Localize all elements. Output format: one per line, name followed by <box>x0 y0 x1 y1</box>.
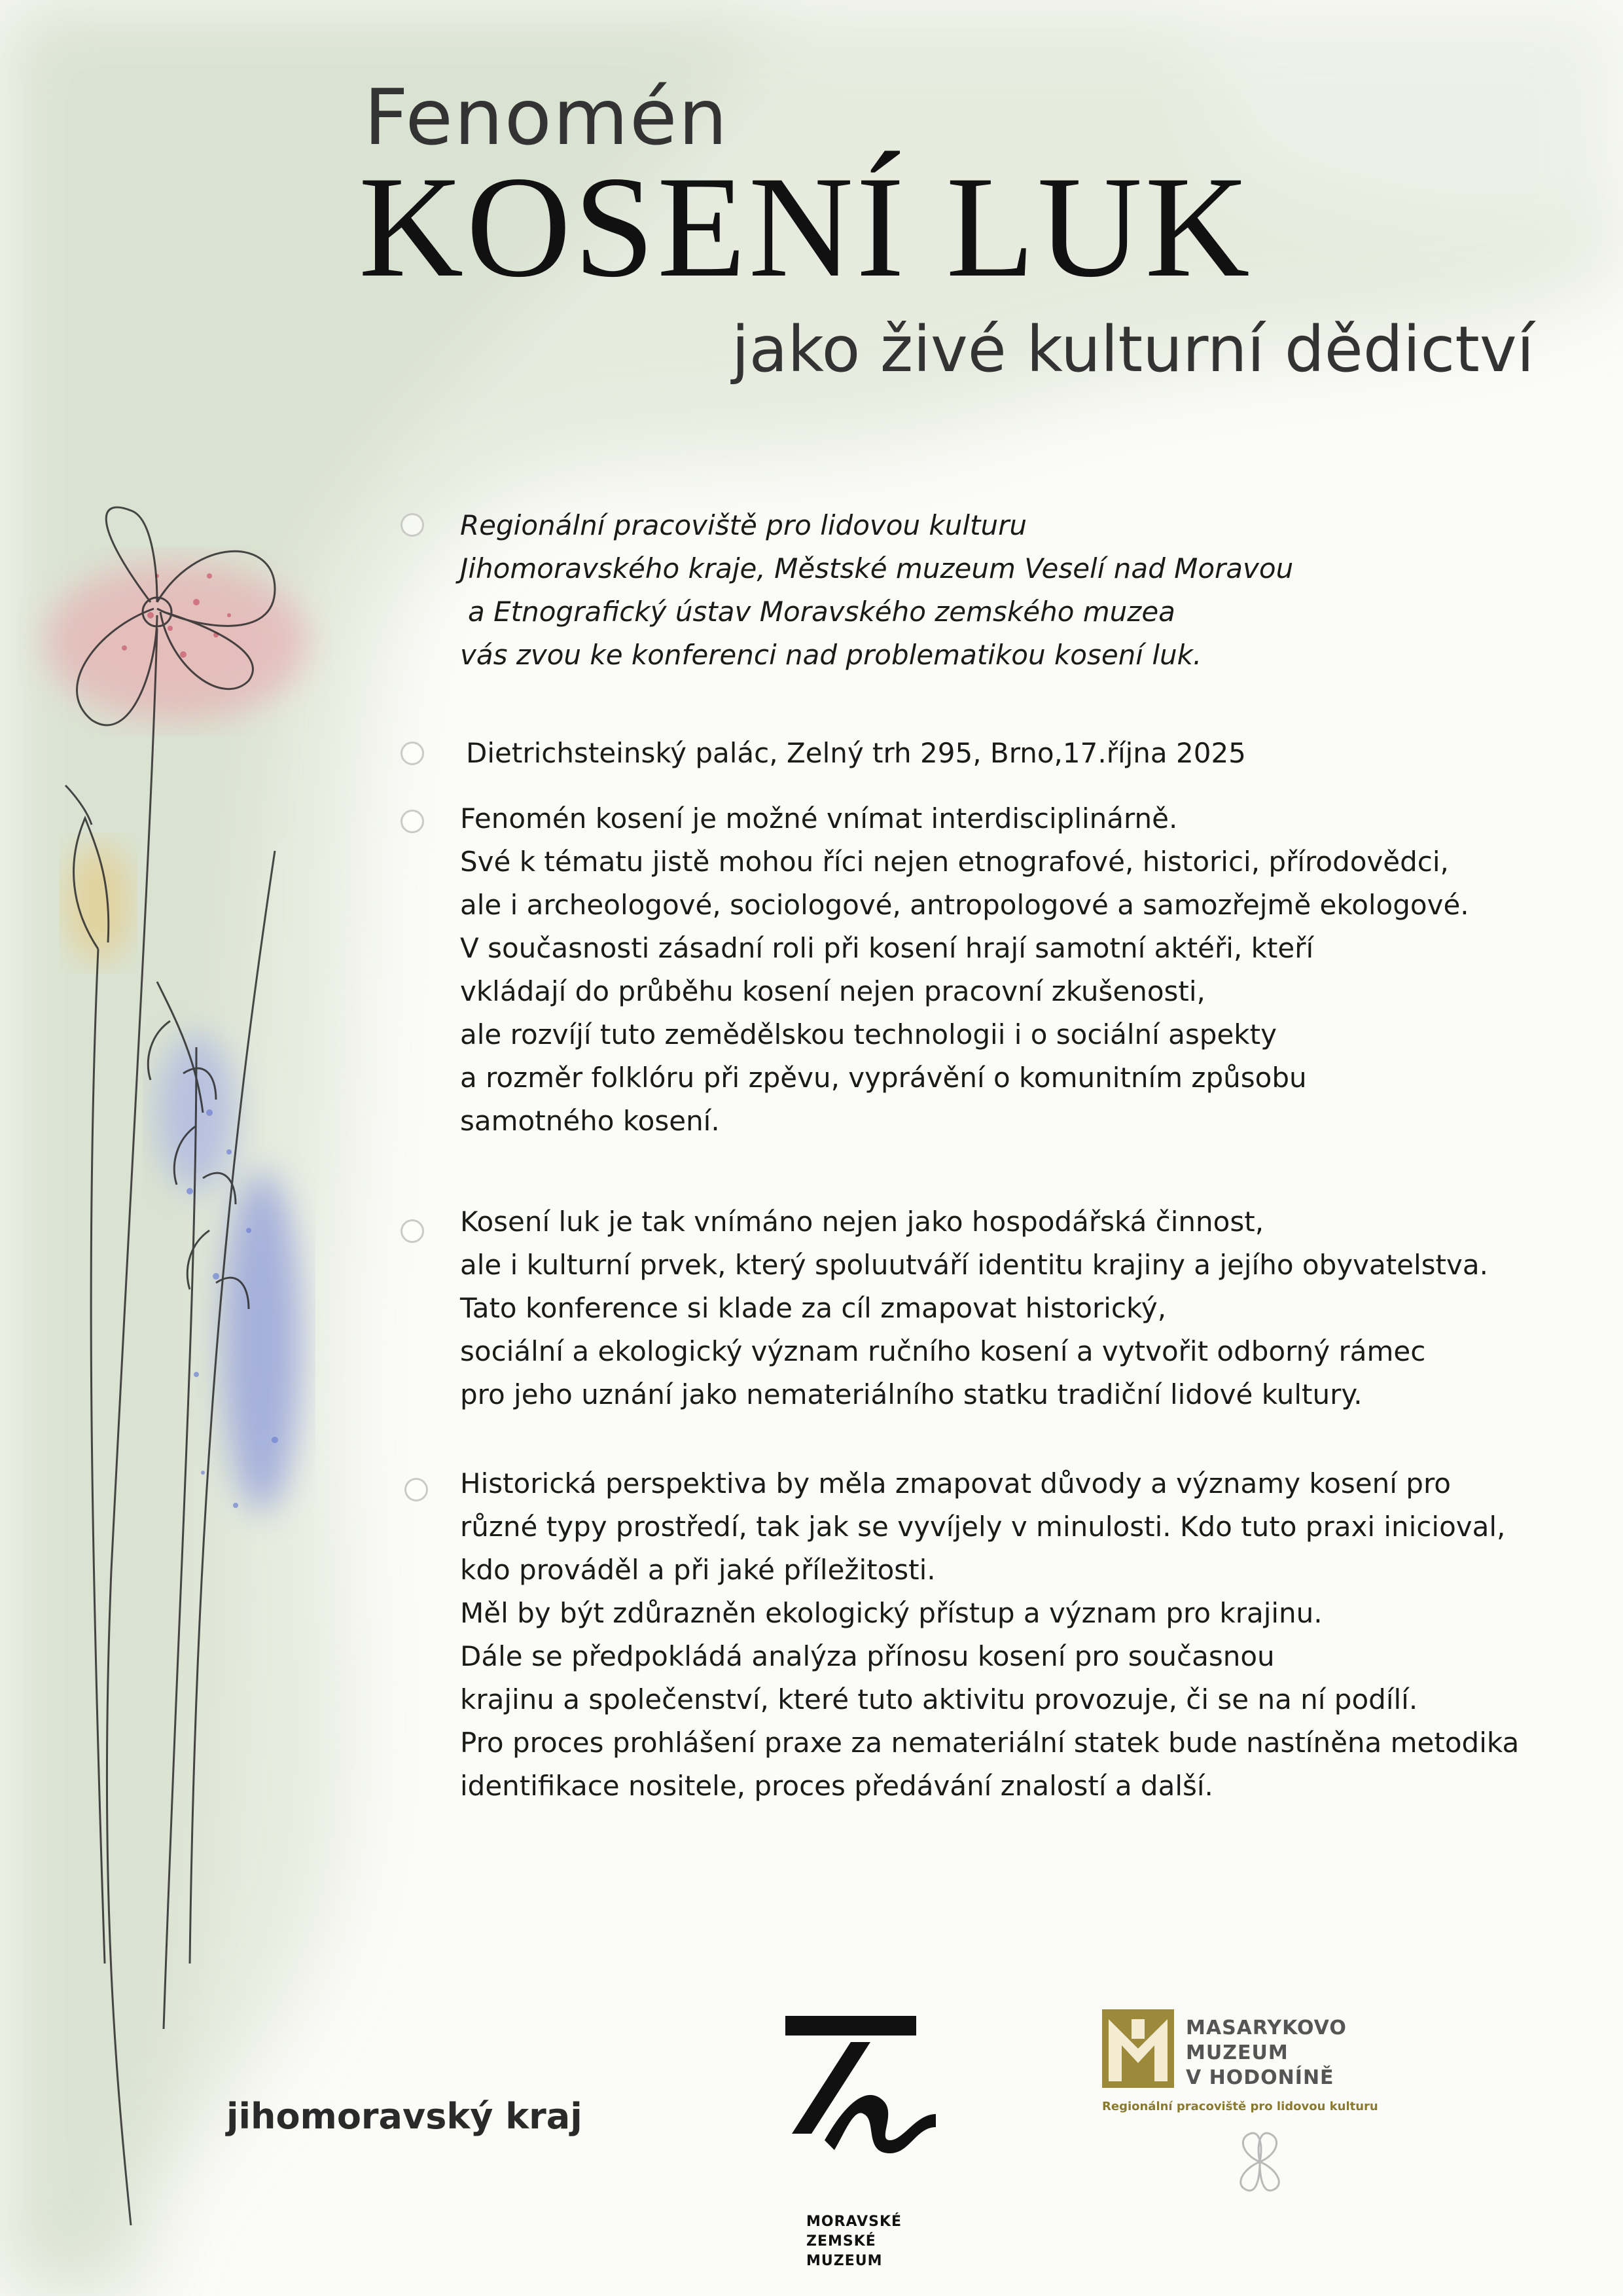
paragraph-line: Měl by být zdůrazněn ekologický přístup a význam pro krajinu. <box>460 1597 1323 1629</box>
invitation-line: a Etnografický ústav Moravského zemského muzea <box>468 596 1175 628</box>
paragraph-line: kdo prováděl a při jaké příležitosti. <box>460 1554 936 1586</box>
invitation-line: Regionální pracoviště pro lidovou kulturu <box>460 509 1027 541</box>
paragraph-line: vkládají do průběhu kosení nejen pracovní zkušenosti, <box>460 975 1205 1007</box>
invitation-line: Jihomoravského kraje, Městské muzeum Veselí nad Moravou <box>460 552 1294 584</box>
jihomoravsky-kraj-logo: jihomoravský kraj <box>226 2096 582 2137</box>
mzm-line: MUZEUM <box>806 2253 883 2269</box>
paragraph-line: V současnosti zásadní roli při kosení hrají samotní aktéři, kteří <box>460 932 1314 964</box>
invitation-line: vás zvou ke konferenci nad problematikou kosení luk. <box>460 639 1202 671</box>
bullet-circle <box>401 810 424 833</box>
paragraph-line: Kosení luk je tak vnímáno nejen jako hospodářská činnost, <box>460 1206 1264 1238</box>
paragraph-line: různé typy prostředí, tak jak se vyvíjely v minulosti. Kdo tuto praxi inicioval, <box>460 1511 1506 1543</box>
venue-text <box>466 732 1246 775</box>
paragraph-line: Fenomén kosení je možné vnímat interdisciplinárně. <box>460 802 1178 834</box>
paragraph-cultural-element <box>460 1200 1488 1416</box>
page-title: KOSENÍ LUK <box>359 147 1253 308</box>
bullet-circle <box>401 1219 424 1243</box>
paragraph-line: a rozměr folklóru při zpěvu, vyprávění o komunitním způsobu <box>460 1062 1307 1094</box>
paragraph-line: ale i kulturní prvek, který spoluutváří identitu krajiny a jejího obyvatelstva. <box>460 1249 1488 1281</box>
mmh-line: MUZEUM <box>1186 2041 1289 2064</box>
paragraph-line: ale rozvíjí tuto zemědělskou technologii i o sociální aspekty <box>460 1018 1277 1050</box>
mzm-line: ZEMSKÉ <box>806 2233 876 2250</box>
mmh-line: V HODONÍNĚ <box>1186 2066 1334 2089</box>
paragraph-line: krajinu a společenství, které tuto aktivitu provozuje, či se na ní podílí. <box>460 1683 1418 1715</box>
paragraph-interdisciplinary <box>460 797 1469 1143</box>
moravske-zemske-muzeum-text <box>806 2212 902 2271</box>
bullet-circle <box>401 742 424 765</box>
paragraph-line: Historická perspektiva by měla zmapovat důvody a významy kosení pro <box>460 1467 1451 1499</box>
bullet-circle <box>404 1478 428 1501</box>
subtitle: jako živé kulturní dědictví <box>732 313 1535 386</box>
paragraph-line: sociální a ekologický význam ručního kosení a vytvořit odborný rámec <box>460 1335 1426 1367</box>
mmh-line: MASARYKOVO <box>1186 2017 1347 2039</box>
paragraph-line: ale i archeologové, sociologové, antropologové a samozřejmě ekologové. <box>460 889 1469 921</box>
clover-icon <box>1224 2126 1296 2198</box>
masarykovo-muzeum-text <box>1186 2016 1347 2090</box>
venue-line: Dietrichsteinský palác, Zelný trh 295, Brno,17.října 2025 <box>466 737 1246 769</box>
pre-title: Fenomén <box>364 72 729 162</box>
paragraph-line: identifikace nositele, proces předávání znalostí a další. <box>460 1770 1213 1802</box>
paragraph-historical-perspective <box>460 1462 1519 1808</box>
paragraph-line: samotného kosení. <box>460 1105 720 1137</box>
invitation-text <box>460 504 1293 677</box>
mzm-line: MORAVSKÉ <box>806 2214 902 2230</box>
paragraph-line: Pro proces prohlášení praxe za nemateriální statek bude nastíněna metodika <box>460 1727 1520 1759</box>
paragraph-line: pro jeho uznání jako nemateriálního statku tradiční lidové kultury. <box>460 1378 1363 1410</box>
masarykovo-muzeum-emblem-icon <box>1102 2009 1174 2088</box>
regional-office-caption: Regionální pracoviště pro lidovou kulturu <box>1102 2100 1378 2113</box>
paragraph-line: Své k tématu jistě mohou říci nejen etnografové, historici, přírodovědci, <box>460 846 1449 878</box>
paragraph-line: Tato konference si klade za cíl zmapovat historický, <box>460 1292 1167 1324</box>
paragraph-line: Dále se předpokládá analýza přínosu kosení pro současnou <box>460 1640 1275 1672</box>
bullet-circle <box>401 513 424 537</box>
